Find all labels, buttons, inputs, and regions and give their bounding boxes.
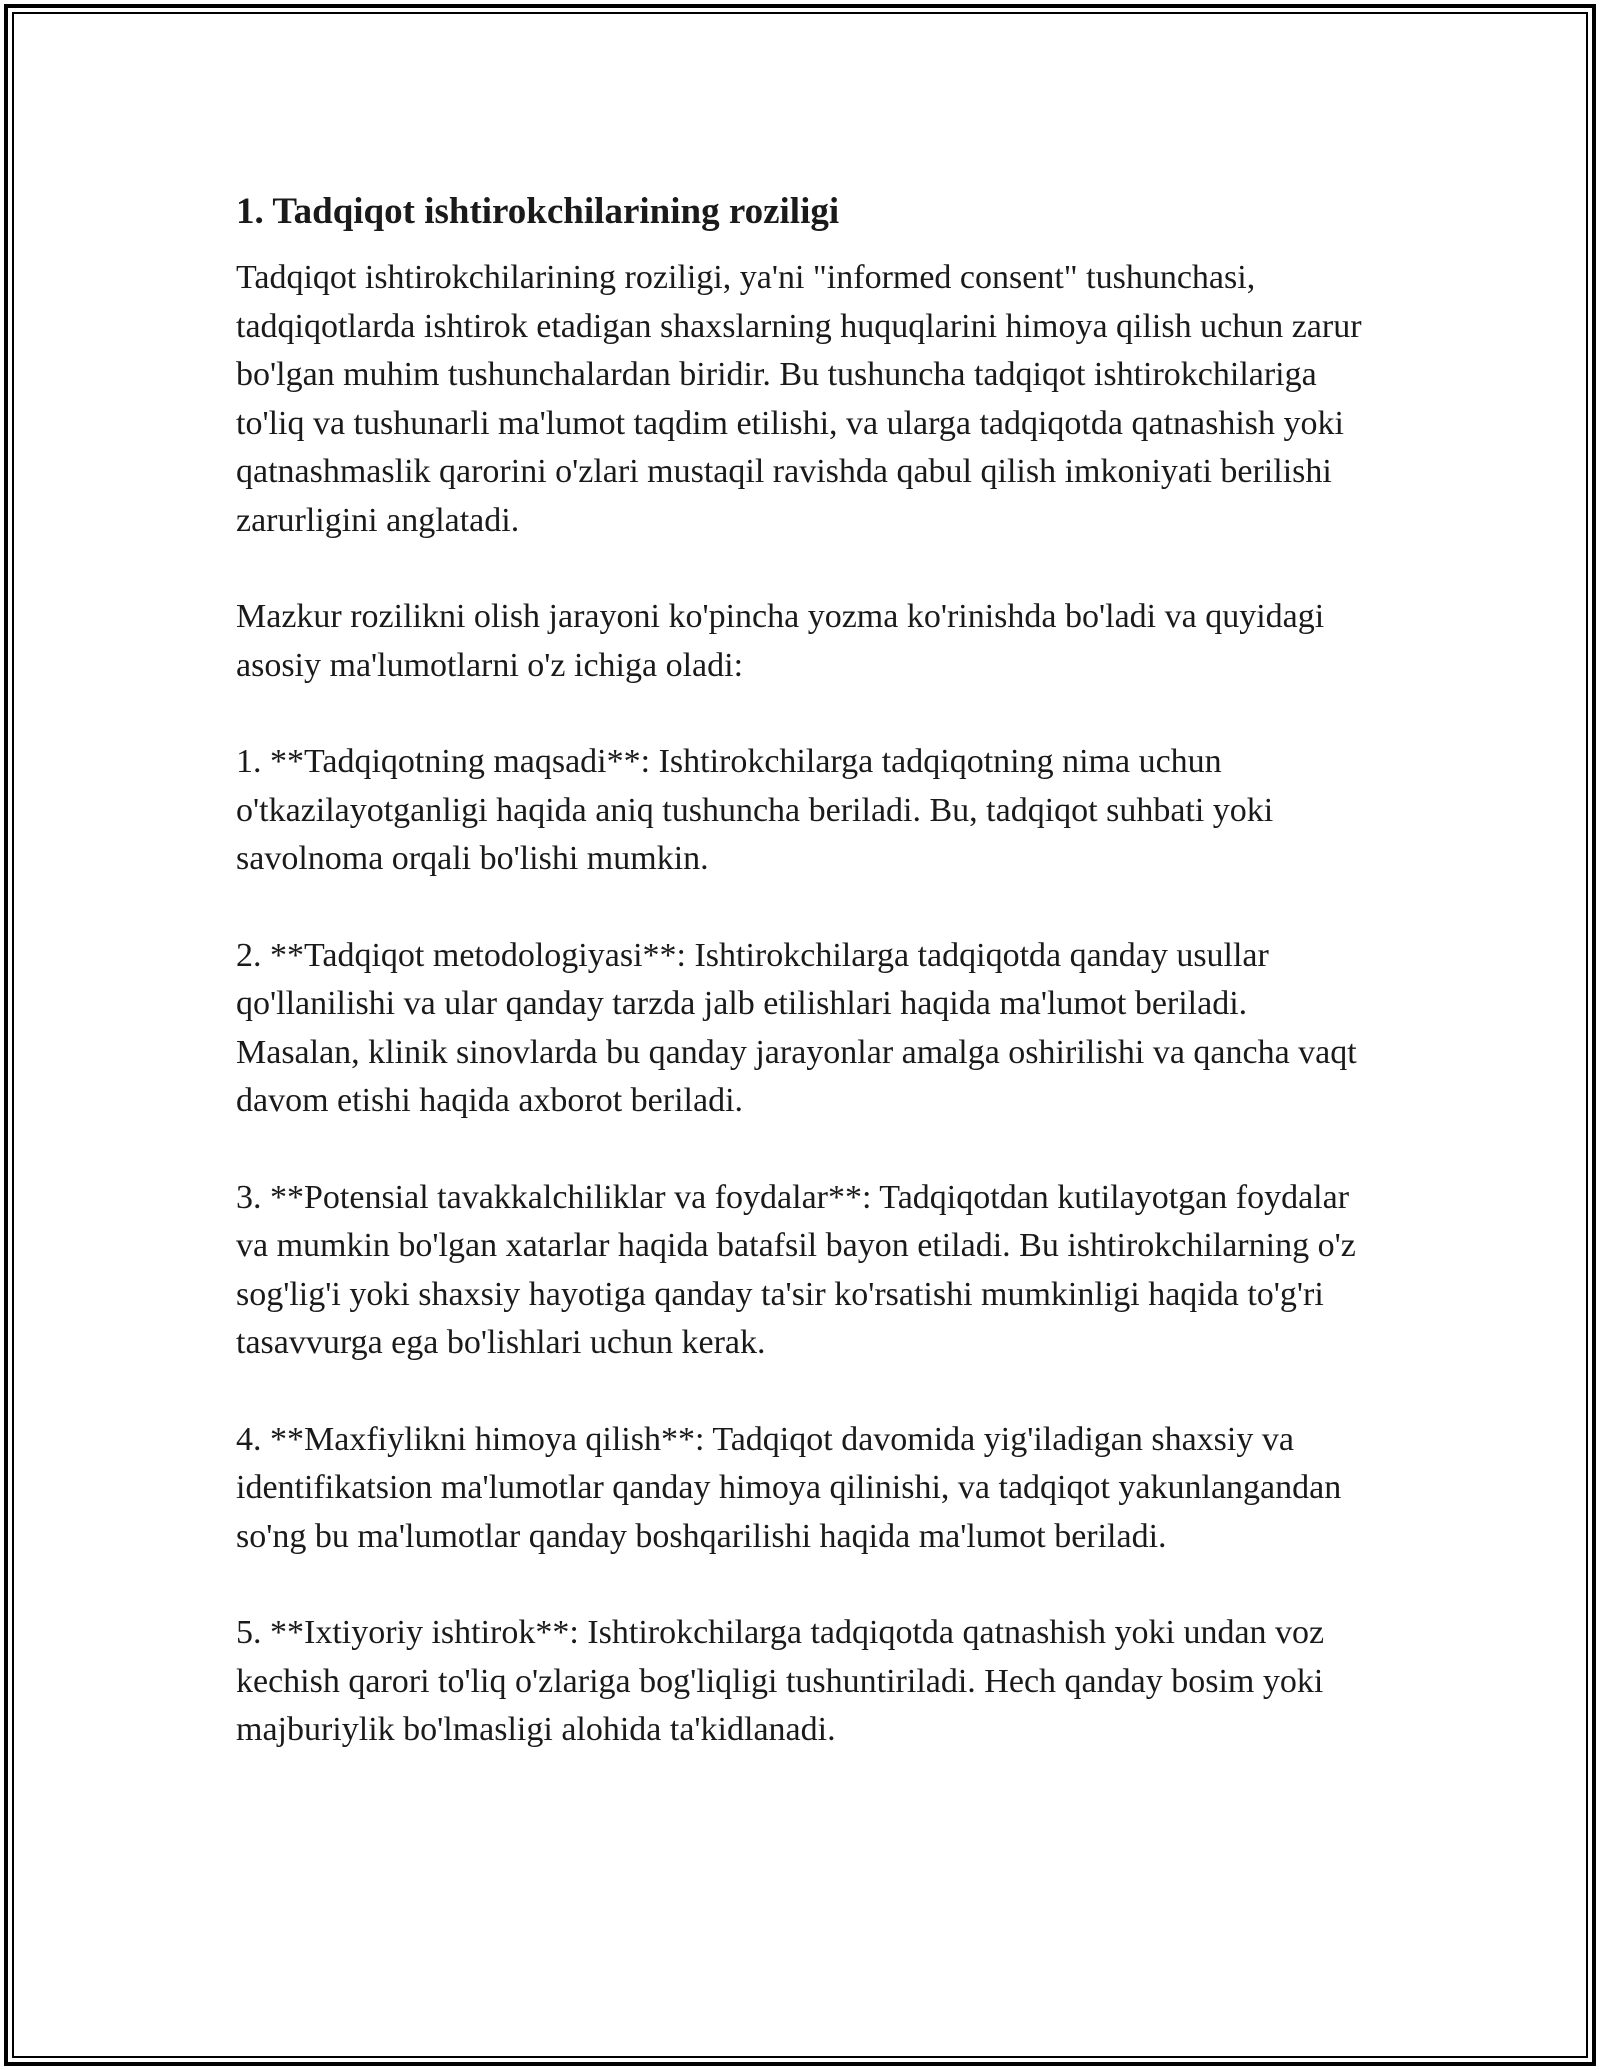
list-item-methodology: 2. **Tadqiqot metodologiyasi**: Ishtirokchilarga tadqiqotda qanday usullar qo'llanilishi va ular qanday tarzda jalb etilishlari haqida ma'lumot beriladi. Masalan, klinik sinovlarda bu qanday jarayonlar amalga oshirilishi va qancha vaqt davom etishi haqida axborot beriladi. <box>236 936 1357 1119</box>
list-item-voluntary: 5. **Ixtiyoriy ishtirok**: Ishtirokchilarga tadqiqotda qatnashish yoki undan voz kechish qarori to'liq o'zlariga bog'liqligi tushuntiriladi. Hech qanday bosim yoki majburiylik bo'lmasligi alohida ta'kidlanadi. <box>236 1614 1325 1748</box>
document-body <box>236 188 1376 1803</box>
list-item-confidentiality: 4. **Maxfiylikni himoya qilish**: Tadqiqot davomida yig'iladigan shaxsiy va identifikatsion ma'lumotlar qanday himoya qilinishi, va tadqiqot yakunlangandan so'ng bu ma'lumotlar qanday boshqarilishi haqida ma'lumot beriladi. <box>236 1420 1342 1555</box>
list-item-purpose: 1. **Tadqiqotning maqsadi**: Ishtirokchilarga tadqiqotning nima uchun o'tkazilayotganligi haqida aniq tushuncha beriladi. Bu, tadqiqot suhbati yoki savolnoma orqali bo'lishi mumkin. <box>236 743 1274 877</box>
intro-paragraph: Tadqiqot ishtirokchilarining roziligi, ya'ni "informed consent" tushunchasi, tadqiqotlarda ishtirok etadigan shaxslarning huquqlarini himoya qilish uchun zarur bo'lgan muhim tushunchalardan biridir. Bu tushuncha tadqiqot ishtirokchilariga to'liq va tushunarli ma'lumot taqdim etilishi, va ularga tadqiqotda qatnashish yoki qatnashmaslik qarorini o'zlari mustaqil ravishda qabul qilish imkoniyati berilishi zarurligini anglatadi. <box>236 259 1362 539</box>
section-title: 1. Tadqiqot ishtirokchilarining roziligi <box>236 191 840 232</box>
list-intro-paragraph: Mazkur rozilikni olish jarayoni ko'pincha yozma ko'rinishda bo'ladi va quyidagi asosiy ma'lumotlarni o'z ichiga oladi: <box>236 598 1325 684</box>
list-item-risks-benefits: 3. **Potensial tavakkalchiliklar va foydalar**: Tadqiqotdan kutilayotgan foydalar va mumkin bo'lgan xatarlar haqida batafsil bayon etiladi. Bu ishtirokchilarning o'z sog'lig'i yoki shaxsiy hayotiga qanday ta'sir ko'rsatishi mumkinligi haqida to'g'ri tasavvurga ega bo'lishlari uchun kerak. <box>236 1178 1356 1361</box>
